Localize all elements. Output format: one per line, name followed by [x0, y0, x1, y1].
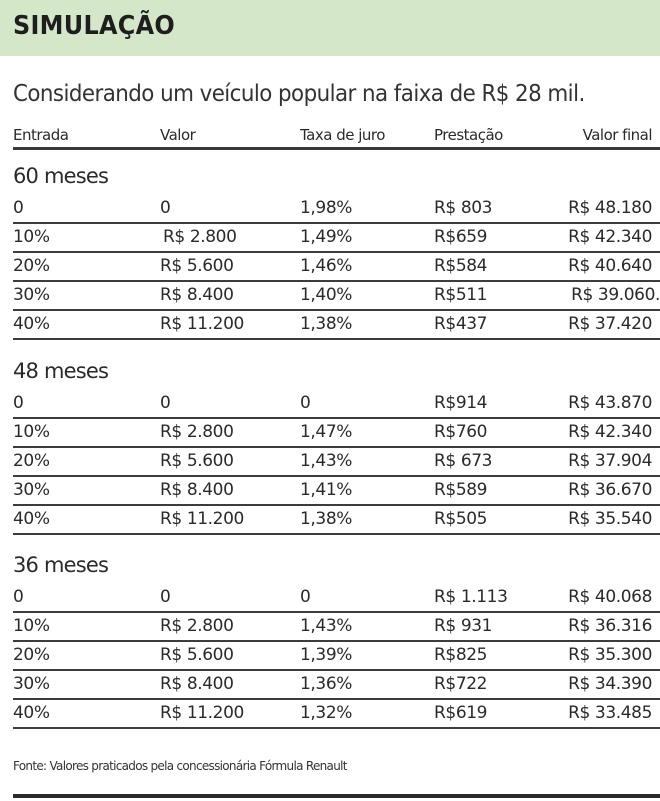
column-header-taxa-de-juro: Taxa de juro [300, 126, 385, 144]
cell-valor: R$ 11.200 [160, 703, 244, 723]
cell-entrada: 20% [13, 451, 50, 471]
cell-entrada: 40% [13, 314, 50, 334]
cell-entrada: 10% [13, 616, 50, 636]
cell-valor: R$ 5.600 [160, 451, 234, 471]
cell-taxa: 1,40% [300, 285, 353, 305]
cell-entrada: 0 [13, 393, 24, 413]
cell-prestacao: R$722 [434, 674, 488, 694]
cell-valor: R$ 2.800 [163, 227, 237, 247]
cell-prestacao: R$437 [434, 314, 488, 334]
table-row [13, 195, 660, 224]
table-row [13, 448, 660, 477]
cell-entrada: 0 [13, 198, 24, 218]
cell-valor-final: R$ 33.485 [568, 703, 652, 723]
cell-valor-final: R$ 34.390 [568, 674, 652, 694]
cell-prestacao: R$825 [434, 645, 488, 665]
cell-valor: R$ 8.400 [160, 674, 234, 694]
table-row [13, 584, 660, 613]
cell-entrada: 40% [13, 509, 50, 529]
table-row [13, 419, 660, 448]
cell-valor: R$ 8.400 [160, 480, 234, 500]
cell-valor-final: R$ 42.340 [568, 227, 652, 247]
cell-entrada: 20% [13, 645, 50, 665]
cell-taxa: 1,36% [300, 674, 353, 694]
cell-entrada: 10% [13, 422, 50, 442]
cell-taxa: 1,47% [300, 422, 353, 442]
cell-prestacao: R$511 [434, 285, 488, 305]
source-note: Fonte: Valores praticados pela concessionária Fórmula Renault [13, 759, 347, 773]
section-title: 48 meses [13, 359, 109, 383]
cell-valor: 0 [160, 587, 171, 607]
column-header-valor-final: Valor final [582, 126, 652, 144]
cell-taxa: 0 [300, 393, 311, 413]
cell-taxa: 1,43% [300, 451, 353, 471]
cell-valor: 0 [160, 198, 171, 218]
cell-prestacao: R$584 [434, 256, 488, 276]
cell-entrada: 30% [13, 285, 50, 305]
section-title: 36 meses [13, 553, 109, 577]
cell-valor-final: R$ 43.870 [568, 393, 652, 413]
cell-valor-final: R$ 40.068 [568, 587, 652, 607]
cell-taxa: 1,98% [300, 198, 353, 218]
cell-valor: R$ 5.600 [160, 645, 234, 665]
table-row [13, 282, 660, 311]
cell-valor-final: R$ 36.316 [568, 616, 652, 636]
cell-prestacao: R$659 [434, 227, 488, 247]
table-row [13, 311, 660, 340]
cell-prestacao: R$ 1.113 [434, 587, 508, 607]
cell-valor-final: R$ 37.420 [568, 314, 652, 334]
table-header [13, 124, 660, 150]
cell-entrada: 0 [13, 587, 24, 607]
cell-valor: R$ 2.800 [160, 422, 234, 442]
cell-entrada: 30% [13, 674, 50, 694]
table-row [13, 613, 660, 642]
cell-valor: R$ 5.600 [160, 256, 234, 276]
cell-prestacao: R$619 [434, 703, 488, 723]
cell-valor-final: R$ 36.670 [568, 480, 652, 500]
table-row [13, 477, 660, 506]
cell-prestacao: R$ 673 [434, 451, 493, 471]
cell-valor-final: R$ 37.904 [568, 451, 652, 471]
table-row [13, 506, 660, 535]
cell-entrada: 20% [13, 256, 50, 276]
cell-prestacao: R$589 [434, 480, 488, 500]
cell-taxa: 1,39% [300, 645, 353, 665]
cell-valor-final: R$ 35.540 [568, 509, 652, 529]
cell-valor-final: R$ 48.180 [568, 198, 652, 218]
column-header-valor: Valor [160, 126, 196, 144]
cell-valor: R$ 11.200 [160, 509, 244, 529]
cell-taxa: 1,41% [300, 480, 353, 500]
cell-prestacao: R$ 803 [434, 198, 493, 218]
cell-taxa: 1,38% [300, 509, 353, 529]
cell-prestacao: R$505 [434, 509, 488, 529]
cell-entrada: 10% [13, 227, 50, 247]
cell-taxa: 1,43% [300, 616, 353, 636]
cell-taxa: 1,38% [300, 314, 353, 334]
cell-taxa: 1,49% [300, 227, 353, 247]
subtitle: Considerando um veículo popular na faixa de R$ 28 mil. [13, 81, 585, 107]
cell-entrada: 40% [13, 703, 50, 723]
cell-entrada: 30% [13, 480, 50, 500]
table-row [13, 700, 660, 729]
section-title: 60 meses [13, 164, 109, 188]
page-title: SIMULAÇÃO [13, 11, 176, 41]
cell-taxa: 1,46% [300, 256, 353, 276]
table-row [13, 390, 660, 419]
table-row [13, 671, 660, 700]
cell-valor: R$ 8.400 [160, 285, 234, 305]
header-bar [0, 0, 660, 56]
column-header-prestacao: Prestação [434, 126, 503, 144]
table-row [13, 224, 660, 253]
cell-prestacao: R$760 [434, 422, 488, 442]
table-row [13, 253, 660, 282]
column-header-entrada: Entrada [13, 126, 69, 144]
cell-taxa: 0 [300, 587, 311, 607]
cell-prestacao: R$914 [434, 393, 488, 413]
footer-divider [13, 794, 660, 798]
cell-valor-final: R$ 42.340 [568, 422, 652, 442]
table-row [13, 642, 660, 671]
cell-taxa: 1,32% [300, 703, 353, 723]
cell-valor: 0 [160, 393, 171, 413]
cell-valor-final: R$ 35.300 [568, 645, 652, 665]
cell-valor-final: R$ 40.640 [568, 256, 652, 276]
cell-valor: R$ 2.800 [160, 616, 234, 636]
cell-valor: R$ 11.200 [160, 314, 244, 334]
cell-prestacao: R$ 931 [434, 616, 493, 636]
cell-valor-final: R$ 39.060. [571, 285, 660, 305]
